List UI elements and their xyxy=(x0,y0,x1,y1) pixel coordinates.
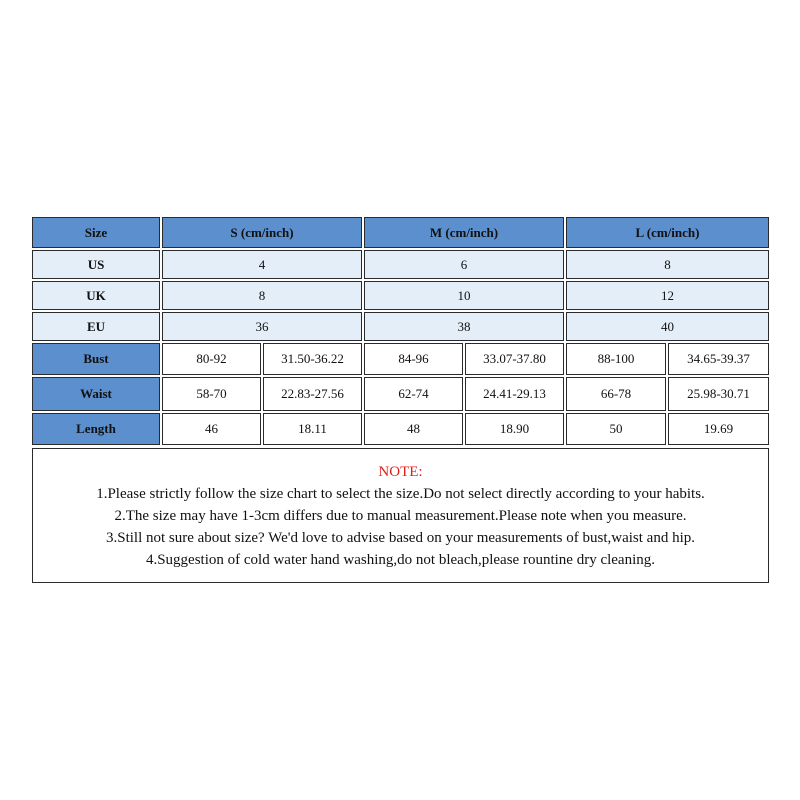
waist-l-in xyxy=(668,377,769,411)
uk-l-value: 12 xyxy=(661,287,674,303)
us-label: US xyxy=(87,256,105,272)
bust-s-in xyxy=(263,343,362,375)
length-l-in xyxy=(668,413,769,445)
row-bust-label xyxy=(32,343,160,375)
uk-l xyxy=(566,281,769,310)
waist-l-in-value: 25.98-30.71 xyxy=(687,386,750,401)
waist-m-in-value: 24.41-29.13 xyxy=(483,386,546,401)
row-us-label xyxy=(32,250,160,279)
length-m-cm-value: 48 xyxy=(407,421,420,436)
us-l-value: 8 xyxy=(664,256,671,272)
waist-s-cm xyxy=(162,377,261,411)
header-s xyxy=(162,217,362,248)
waist-s-cm-value: 58-70 xyxy=(196,386,227,401)
uk-label: UK xyxy=(86,287,106,303)
eu-m xyxy=(364,312,564,341)
header-l xyxy=(566,217,769,248)
header-s-label: S (cm/inch) xyxy=(230,224,294,240)
waist-s-in-value: 22.83-27.56 xyxy=(281,386,344,401)
bust-m-cm xyxy=(364,343,463,375)
bust-l-in xyxy=(668,343,769,375)
length-s-in-value: 18.11 xyxy=(298,421,327,436)
bust-m-cm-value: 84-96 xyxy=(398,351,429,366)
length-m-cm xyxy=(364,413,463,445)
us-s-value: 4 xyxy=(258,256,266,272)
eu-l-value: 40 xyxy=(661,318,674,334)
length-l-in-value: 19.69 xyxy=(703,421,734,436)
eu-label: EU xyxy=(86,318,106,334)
length-l-cm-value: 50 xyxy=(609,421,623,436)
eu-l xyxy=(566,312,769,341)
waist-l-cm-value: 66-78 xyxy=(600,386,632,401)
uk-m-value: 10 xyxy=(457,287,471,303)
length-s-cm xyxy=(162,413,261,445)
bust-label: Bust xyxy=(83,351,109,366)
row-eu-label xyxy=(32,312,160,341)
bust-m-in-value: 33.07-37.80 xyxy=(483,351,546,366)
row-length-label xyxy=(32,413,160,445)
row-waist-label xyxy=(32,377,160,411)
length-m-in xyxy=(465,413,564,445)
bust-s-in-value: 31.50-36.22 xyxy=(281,351,344,366)
waist-m-cm xyxy=(364,377,463,411)
eu-s-value: 36 xyxy=(255,318,269,334)
note-box xyxy=(32,448,769,583)
us-s xyxy=(162,250,362,279)
waist-m-cm-value: 62-74 xyxy=(398,386,429,401)
row-uk-label xyxy=(32,281,160,310)
note-line-2: 2.The size may have 1-3cm differs due to manual measurement.Please note when you measure. xyxy=(114,508,687,524)
eu-s xyxy=(162,312,362,341)
length-s-in xyxy=(263,413,362,445)
note-line-3: 3.Still not sure about size? We'd love to advise based on your measurements of bust,waist and hip. xyxy=(105,530,696,546)
waist-label: Waist xyxy=(80,386,112,401)
bust-l-in-value: 34.65-39.37 xyxy=(687,351,750,366)
header-l-label: L (cm/inch) xyxy=(635,224,700,240)
length-s-cm-value: 46 xyxy=(205,421,218,436)
note-line-1: 1.Please strictly follow the size chart to select the size.Do not select directly according to your habits. xyxy=(96,486,705,502)
bust-s-cm-value: 80-92 xyxy=(196,351,227,366)
bust-m-in xyxy=(465,343,564,375)
waist-m-in xyxy=(465,377,564,411)
us-m xyxy=(364,250,564,279)
length-l-cm xyxy=(566,413,666,445)
note-title: NOTE: xyxy=(378,464,423,480)
header-size xyxy=(32,217,160,248)
uk-s-value: 8 xyxy=(258,287,266,303)
header-m-label: M (cm/inch) xyxy=(429,224,499,240)
waist-l-cm xyxy=(566,377,666,411)
uk-m xyxy=(364,281,564,310)
length-m-in-value: 18.90 xyxy=(499,421,530,436)
us-m-value: 6 xyxy=(460,256,468,272)
bust-l-cm-value: 88-100 xyxy=(597,351,635,366)
header-m xyxy=(364,217,564,248)
us-l xyxy=(566,250,769,279)
header-size-label: Size xyxy=(84,224,108,240)
note-line-4: 4.Suggestion of cold water hand washing,do not bleach,please rountine dry cleaning. xyxy=(145,552,656,568)
uk-s xyxy=(162,281,362,310)
length-label: Length xyxy=(76,421,116,436)
bust-l-cm xyxy=(566,343,666,375)
eu-m-value: 38 xyxy=(457,318,471,334)
waist-s-in xyxy=(263,377,362,411)
bust-s-cm xyxy=(162,343,261,375)
